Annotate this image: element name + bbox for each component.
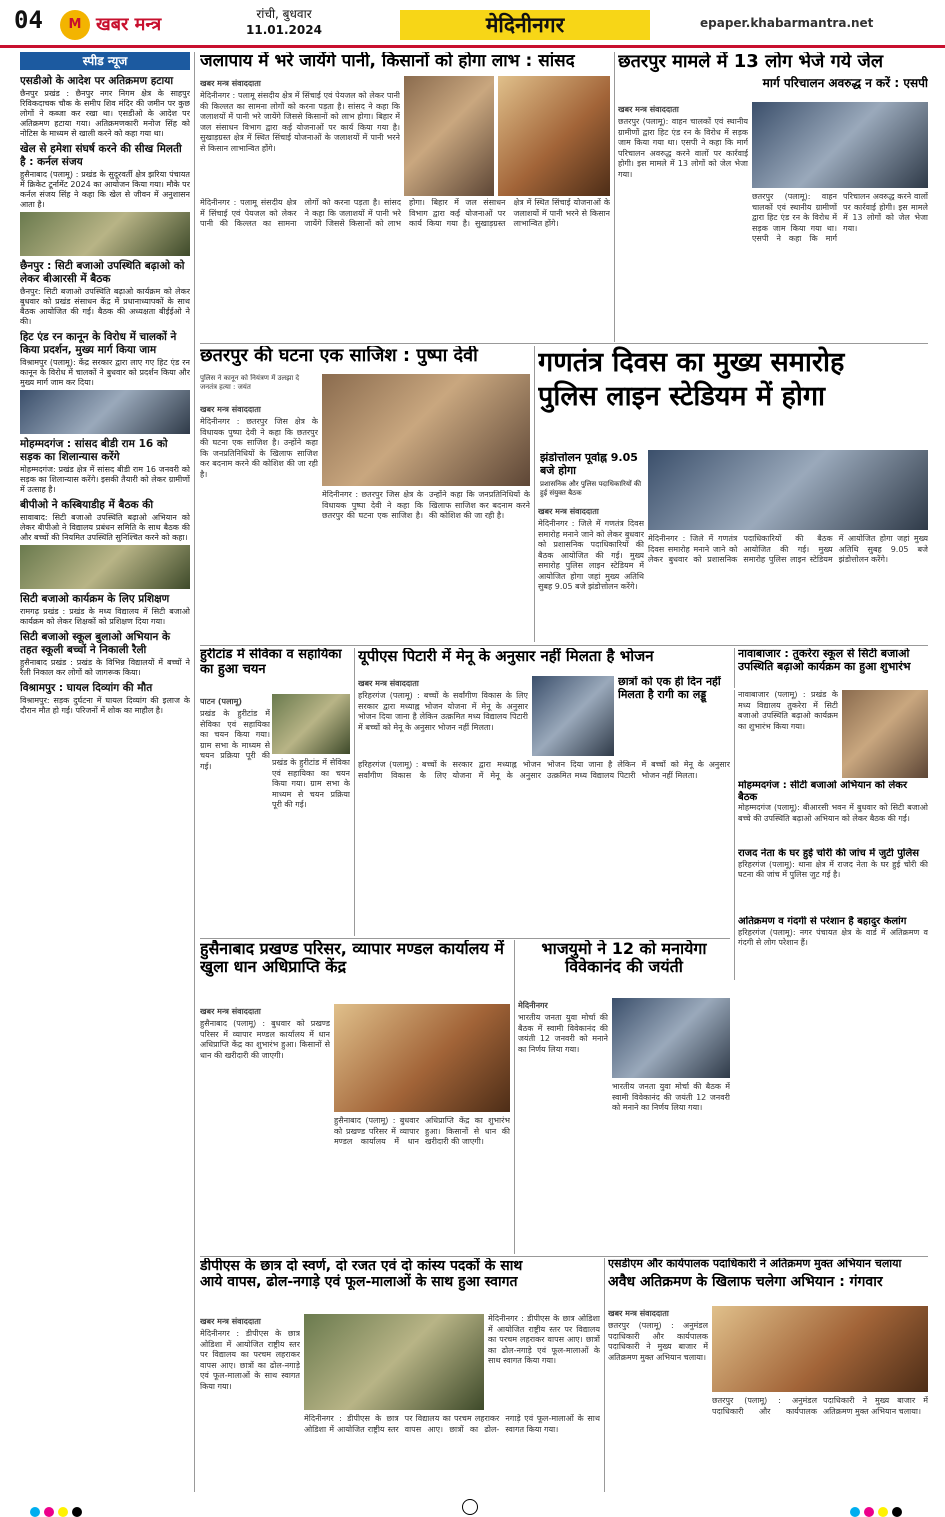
speed-news-headline: सिटी बजाओ कार्यक्रम के लिए प्रशिक्षण <box>20 593 170 605</box>
photo-pushpa-devi <box>322 374 530 486</box>
headline-a6: यूपीएस पिटारी में मेनू के अनुसार नहीं मिलता है भोजन <box>358 648 654 665</box>
photo-accused <box>752 102 928 188</box>
article-a11-cont: हुसैनाबाद (पलामू) : बुधवार को प्रखण्ड परिसर में व्यापार मण्डल कार्यालय में धान अधिप्राप्ति केंद्र का शुभारंभ हुआ। किसानों से धान की खरीदारी की जाएगी। <box>334 1116 510 1146</box>
headline-a3: छतरपुर की घटना एक साजिश : पुष्पा देवी <box>200 346 478 366</box>
speed-news-headline: छैनपुर : सिटी बजाओ उपस्थिति बढ़ाओ को लेकर बीआरसी में बैठक <box>20 260 185 285</box>
article-a3-body: खबर मन्त्र संवाददाता मेदिनीनगर : छतरपुर जिस क्षेत्र के विधायक पुष्पा देवी ने कहा कि छतरपुर की घटना एक साजिश है। उन्होंने कहा कि जनप्रतिनिधियों के खिलाफ साजिश कर बदनाम करने की कोशिश की जा रही है। <box>200 405 318 479</box>
speed-news-photo <box>20 390 190 434</box>
headline-a11: हुसैनाबाद प्रखण्ड परिसर, व्यापार मण्डल कार्यालय में खुला धान अधिप्राप्ति केंद्र <box>200 940 504 977</box>
article-a4-cont: मेदिनीनगर : जिले में गणतंत्र दिवस समारोह मनाने जाने को लेकर बुधवार को प्रशासनिक पदाधिकारियों की बैठक आयोजित की गई। मुख्य समारोह पुलिस लाइन स्टेडियम में आयोजित होगा जहां मुख्य अतिथि सुबह 9.05 बजे झंडोत्तोलन करेंगे। <box>648 534 928 564</box>
speed-news-label: स्पीड न्यूज <box>20 52 190 70</box>
headline-a12: भाजयुमो ने 12 को मनायेगा विवेकानंद की जयंती <box>541 940 707 977</box>
headline-a13: डीपीएस के छात्र दो स्वर्ण, दो रजत एवं दो कांस्य पदकों के साथ आये वापस, ढोल-नगाड़े एवं फूल-मालाओं के साथ हुआ स्वागत <box>200 1258 523 1291</box>
speed-news-item <box>20 75 190 139</box>
subhead-a4: झंडोत्तोलन पूर्वाह्न 9.05 बजे होगा प्रशासनिक और पुलिस पदाधिकारियों की हुई संयुक्त बैठक <box>540 452 642 498</box>
photo-students <box>842 690 928 778</box>
article-a11-body: खबर मन्त्र संवाददाता हुसैनाबाद (पलामू) : बुधवार को प्रखण्ड परिसर में व्यापार मण्डल कार्यालय में धान अधिप्राप्ति केंद्र का शुभारंभ हुआ। किसानों से धान की खरीदारी की जाएगी। <box>200 1007 330 1060</box>
registration-mark-icon <box>462 1499 478 1515</box>
speed-news-headline: बीपीओ ने कस्बियाडीह में बैठक की <box>20 499 154 511</box>
speed-news-headline: विश्रामपुर : घायल दिव्यांग की मौत <box>20 682 153 694</box>
headline-a7: नावाबाजार : तुकरेरा स्कूल से सिटी बजाओ उपस्थिति बढ़ाओ कार्यक्रम का हुआ शुभारंभ <box>738 648 911 673</box>
photo-mp <box>404 76 494 196</box>
article-a5-body: पाटन (पलामू) प्रखंड के हुरीटांड में सेविका एवं सहायिका का चयन किया गया। ग्राम सभा के माध्यम से चयन प्रक्रिया पूरी की गई। <box>200 697 270 771</box>
headline-a2: छतरपुर मामले में 13 लोग भेजे गये जेल मार्ग परिचालन अवरुद्ध न करें : एसपी <box>618 52 928 90</box>
article-a14-cont: छतरपुर (पलामू) : अनुमंडल पदाधिकारी और कार्यपालक पदाधिकारी ने मुख्य बाजार में अतिक्रमण मुक्त अभियान चलाया। <box>712 1396 928 1416</box>
speed-news-item <box>20 331 190 434</box>
article-a10: अतिक्रमण व गंदगी से परेशान है बहादुर केलांग हरिहरगंज (पलामू): नगर पंचायत क्षेत्र के वार्ड में अतिक्रमण व गंदगी से लोग परेशान हैं। <box>738 916 928 947</box>
speed-news-photo <box>20 545 190 589</box>
photo-meeting <box>498 76 610 196</box>
photo-bjym-meeting <box>612 998 730 1078</box>
speed-news-body: हुसैनाबाद (पलामू) : प्रखंड के सुदूरवर्ती क्षेत्र झरिया पंचायत में क्रिकेट टूर्नामेंट 2024 का आयोजन किया गया। मौके पर कर्नल संजय सिंह ने कहा कि खेल से जीवन में अनुशासन आता है। <box>20 170 190 209</box>
speed-news-body: विश्रामपुर (पलामू): केंद्र सरकार द्वारा लाए गए हिट एंड रन कानून के विरोध में चालकों ने बुधवार को प्रदर्शन किया और मुख्य मार्ग जाम कर दिया। <box>20 358 190 387</box>
headline-a1: जलापाय में भरे जायेंगे पानी, किसानों को होगा लाभ : सांसद <box>200 52 575 71</box>
article-a12-body: मेदिनीनगर भारतीय जनता युवा मोर्चा की बैठक में स्वामी विवेकानंद की जयंती 12 जनवरी को मनाने का निर्णय लिया गया। <box>518 1001 608 1054</box>
color-registration-strip <box>0 1497 945 1517</box>
speed-news-headline: खेल से हमेशा संघर्ष करने की सीख मिलती है : कर्नल संजय <box>20 143 182 168</box>
article-a6-body: हरिहरगंज (पलामू) : बच्चों के सर्वांगीण विकास के लिए सरकार द्वारा मध्याह्न भोजन योजना में मेनू के अनुसार भोजन दिया जाना है लेकिन उत्क्रमित मध्य विद्यालय पिटारी में बच्चों को मेनू के अनुसार भोजन नहीं मिलता। <box>358 760 730 780</box>
article-a13-body: खबर मन्त्र संवाददाता मेदिनीनगर : डीपीएस के छात्र ओडिशा में आयोजित राष्ट्रीय स्तर पर विद्यालय का परचम लहराकर वापस आए। छात्रों का ढोल-नगाड़े एवं फूल-मालाओं के साथ स्वागत किया गया। <box>200 1317 300 1391</box>
dateline: रांची, बुधवार 11.01.2024 <box>246 7 322 37</box>
speed-news-body: छैनपुर प्रखंड : छैनपुर नगर निगम क्षेत्र के साहपुर रिविकदाचक चौक के समीप शिव मंदिर की जमीन पर कुछ लोगों ने कब्जा कर रखा था। एसडीओ के आदेश पर अतिक्रमण हटाया गया। अतिक्रमणकारी मनोज सिंह को नोटिस के माध्यम से खाली करने को कहा गया था। <box>20 89 190 138</box>
speed-news-item <box>20 438 190 495</box>
masthead <box>0 0 945 48</box>
article-a1-intro: खबर मन्त्र संवाददाता मेदिनीनगर : पलामू संसदीय क्षेत्र में सिंचाई एवं पेयजल को लेकर पानी की किल्लत का सामना लोगों को करना पड़ता है। सांसद ने कहा कि जलाशयों में पानी भरे जायेंगे जिससे किसानों को लाभ होगा। बिहार में जल संसाधन विभाग द्वारा कई योजनाओं पर कार्य किया गया है। सुखाड़ग्रस्त क्षेत्र में स्थित सिंचाई योजनाओं के जलाशयों में पानी भरने से किसान लाभान्वित होंगे। <box>200 79 400 153</box>
speed-news-body: हुसैनाबाद प्रखंड : प्रखंड के विभिन्न विद्यालयों में बच्चों ने रैली निकाल कर लोगों को जागरूक किया। <box>20 658 190 677</box>
edition-title: मेदिनीनगर <box>400 10 650 40</box>
speed-news-body: रामगढ़ प्रखंड : प्रखंड के मध्य विद्यालय में सिटी बजाओ कार्यक्रम को लेकर शिक्षकों को प्रशिक्षण दिया गया। <box>20 607 190 626</box>
brand-name: खबर मन्त्र <box>96 14 162 35</box>
article-a2-cont: छतरपुर (पलामू): वाहन चालकों एवं स्थानीय ग्रामीणों द्वारा हिट एंड रन के विरोध में सड़क जाम किया गया था। एसपी ने कहा कि मार्ग परिचालन अवरुद्ध करने वालों पर कार्रवाई होगी। इस मामले में 13 लोगों को जेल भेजा गया। <box>752 192 928 243</box>
subhead-a6: छात्रों को एक ही दिन नहीं मिलता है रागी का लड्डू <box>618 676 721 701</box>
speed-news-headline: हिट एंड रन कानून के विरोध में चालकों ने किया प्रदर्शन, मुख्य मार्ग किया जाम <box>20 331 177 356</box>
speed-news-body: विश्रामपुर: सड़क दुर्घटना में घायल दिव्यांग की इलाज के दौरान मौत हो गई। परिजनों में शोक का माहौल है। <box>20 696 190 715</box>
headline-a4: गणतंत्र दिवस का मुख्य समारोह पुलिस लाइन स्टेडियम में होगा <box>538 347 845 412</box>
article-a13-side: मेदिनीनगर : डीपीएस के छात्र ओडिशा में आयोजित राष्ट्रीय स्तर पर विद्यालय का परचम लहराकर वापस आए। छात्रों का ढोल-नगाड़े एवं फूल-मालाओं के साथ स्वागत किया गया। <box>488 1314 600 1365</box>
speed-news-body: मोहम्मदगंज: प्रखंड क्षेत्र में सांसद बीडी राम 16 जनवरी को सड़क का शिलान्यास करेंगे। इसकी तैयारी को लेकर ग्रामीणों में उत्साह है। <box>20 465 190 494</box>
speed-news-item <box>20 682 190 716</box>
article-a8: मोहम्मदगंज : सीटी बजाओ अभियान को लेकर बैठक मोहम्मदगंज (पलामू): बीआरसी भवन में बुधवार को सिटी बजाओ बच्चे की उपस्थिति बढ़ाओ अभियान को लेकर बैठक की गई। <box>738 780 928 823</box>
photo-paddy-centre <box>334 1004 510 1112</box>
speed-news-photo <box>20 212 190 256</box>
headline-a5: हुरीटांड में सेविका व सहायिका का हुआ चयन <box>200 648 342 677</box>
speed-news-headline: एसडीओ के आदेश पर अतिक्रमण हटाया <box>20 75 174 87</box>
article-a2-body: खबर मन्त्र संवाददाता छतरपुर (पलामू): वाहन चालकों एवं स्थानीय ग्रामीणों द्वारा हिट एंड रन के विरोध में सड़क जाम किया गया था। एसपी ने कहा कि मार्ग परिचालन अवरुद्ध करने वालों पर कार्रवाई होगी। इस मामले में 13 लोगों को जेल भेजा गया। <box>618 105 748 179</box>
article-a1-body: मेदिनीनगर : पलामू संसदीय क्षेत्र में सिंचाई एवं पेयजल को लेकर पानी की किल्लत का सामना लोगों को करना पड़ता है। सांसद ने कहा कि जलाशयों में पानी भरे जायेंगे जिससे किसानों को लाभ होगा। बिहार में जल संसाधन विभाग द्वारा कई योजनाओं पर कार्य किया गया है। सुखाड़ग्रस्त क्षेत्र में स्थित सिंचाई योजनाओं के जलाशयों में पानी भरने से किसान लाभान्वित होंगे। <box>200 198 610 228</box>
article-a14-body: खबर मन्त्र संवाददाता छतरपुर (पलामू) : अनुमंडल पदाधिकारी और कार्यपालक पदाधिकारी ने मुख्य बाजार में अतिक्रमण मुक्त अभियान चलाया। <box>608 1309 708 1362</box>
article-a13-cont: मेदिनीनगर : डीपीएस के छात्र ओडिशा में आयोजित राष्ट्रीय स्तर पर विद्यालय का परचम लहराकर वापस आए। छात्रों का ढोल-नगाड़े एवं फूल-मालाओं के साथ स्वागत किया गया। <box>304 1414 600 1434</box>
article-a9: राजद नेता के घर हुई चोरी की जांच में जुटी पुलिस हरिहरगंज (पलामू): थाना क्षेत्र में राजद नेता के घर हुई चोरी की घटना की जांच में पुलिस जुट गई है। <box>738 848 928 879</box>
article-a5-cont: प्रखंड के हुरीटांड में सेविका एवं सहायिका का चयन किया गया। ग्राम सभा के माध्यम से चयन प्रक्रिया पूरी की गई। <box>272 758 350 809</box>
article-a3-cont: मेदिनीनगर : छतरपुर जिस क्षेत्र के विधायक पुष्पा देवी ने कहा कि छतरपुर की घटना एक साजिश है। उन्होंने कहा कि जनप्रतिनिधियों के खिलाफ साजिश कर बदनाम करने की कोशिश की जा रही है। <box>322 490 530 520</box>
speed-news-item <box>20 499 190 589</box>
photo-sevika <box>272 694 350 754</box>
photo-dps-students <box>304 1314 484 1410</box>
article-a7-body: नावाबाजार (पलामू) : प्रखंड के मध्य विद्यालय तुकरेरा में सिटी बजाओ उपस्थिति बढ़ाओ कार्यक्रम का शुभारंभ किया गया। <box>738 690 838 731</box>
page-number: 04 <box>14 6 43 34</box>
speed-news-body: सावाबाद: सिटी बजाओ उपस्थिति बढ़ाओ अभियान को लेकर बीपीओ ने विद्यालय प्रबंधन समिति के साथ बैठक की और बच्चों की नियमित उपस्थिति सुनिश्चित करने को कहा। <box>20 513 190 542</box>
caption-a3: पुलिस ने कानून को नियंत्रण में उलझा दे जनतंत्र हत्या : जयंत <box>200 374 300 391</box>
speed-news-headline: सिटी बजाओ स्कूल बुलाओ अभियान के तहत स्कूली बच्चों ने निकाली रैली <box>20 631 171 656</box>
photo-encroachment-drive <box>712 1306 928 1392</box>
speed-news-item <box>20 631 190 678</box>
speed-news-item <box>20 260 190 327</box>
speed-news-item <box>20 143 190 256</box>
photo-officials-meeting <box>648 450 928 530</box>
article-a12-cont: भारतीय जनता युवा मोर्चा की बैठक में स्वामी विवेकानंद की जयंती 12 जनवरी को मनाने का निर्णय लिया गया। <box>612 1082 730 1112</box>
epaper-url[interactable]: epaper.khabarmantra.net <box>700 16 874 30</box>
speed-news-column <box>20 72 190 1492</box>
brand-logo: M <box>60 10 90 40</box>
speed-news-headline: मोहम्मदगंज : सांसद बीडी राम 16 को सड़क का शिलान्यास करेंगे <box>20 438 168 463</box>
article-a6-intro: खबर मन्त्र संवाददाता हरिहरगंज (पलामू) : बच्चों के सर्वांगीण विकास के लिए सरकार द्वारा मध्याह्न भोजन योजना में मेनू के अनुसार भोजन दिया जाना है लेकिन उत्क्रमित मध्य विद्यालय पिटारी में बच्चों को मेनू के अनुसार भोजन नहीं मिलता। <box>358 679 528 732</box>
speed-news-body: छैनपुर: सिटी बजाओ उपस्थिति बढ़ाओ कार्यक्रम को लेकर बुधवार को प्रखंड संसाधन केंद्र में प्रधानाध्यापकों के साथ बैठक आयोजित की गई। बैठक की अध्यक्षता बीईईओ ने की। <box>20 287 190 326</box>
photo-school <box>532 676 614 756</box>
article-a4-body: खबर मन्त्र संवाददाता मेदिनीनगर : जिले में गणतंत्र दिवस समारोह मनाने जाने को लेकर बुधवार को प्रशासनिक पदाधिकारियों की बैठक आयोजित की गई। मुख्य समारोह पुलिस लाइन स्टेडियम में आयोजित होगा जहां मुख्य अतिथि सुबह 9.05 बजे झंडोत्तोलन करेंगे। <box>538 507 644 591</box>
headline-a14: एसडीएम और कार्यपालक पदाधिकारी ने अतिक्रमण मुक्त अभियान चलाया अवैध अतिक्रमण के खिलाफ चलेगा अभियान : गंगवार <box>608 1258 902 1290</box>
speed-news-item <box>20 593 190 627</box>
